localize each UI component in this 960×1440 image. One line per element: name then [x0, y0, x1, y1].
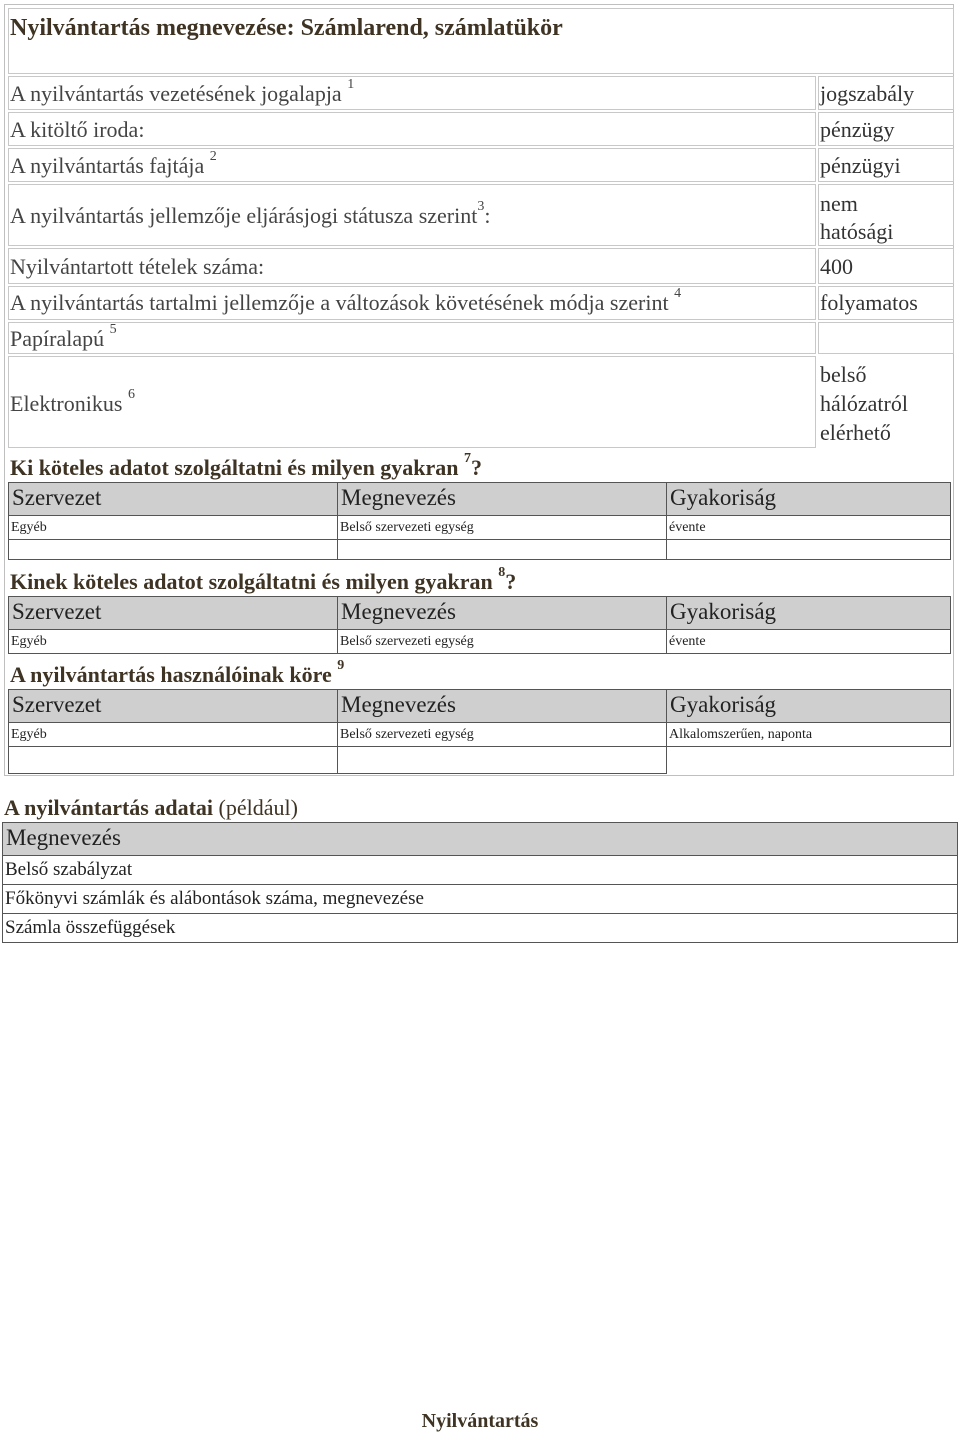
table-cell [337, 746, 667, 774]
row-paper-label: Papíralapú $^5$ [10, 322, 117, 351]
table-cell: Belső szervezeti egység [337, 515, 667, 540]
table-header: Megnevezés [337, 689, 667, 723]
row-count-value: 400 [820, 254, 853, 279]
row-status-value: nem hatósági [820, 191, 894, 244]
table-header: Szervezet [8, 482, 338, 516]
table-cell: Belső szervezeti egység [337, 629, 667, 654]
table-header: Gyakoriság [666, 689, 951, 723]
table-cell [8, 746, 338, 774]
table-header: Megnevezés [337, 596, 667, 630]
row-legal-basis-value: jogszabály [820, 81, 915, 106]
data-table-row: Számla összefüggések [2, 913, 958, 943]
table-cell: Egyéb [8, 722, 338, 747]
table-cell [337, 539, 667, 560]
row-cell [8, 322, 816, 354]
table-header: Gyakoriság [666, 482, 951, 516]
table-header: Megnevezés [337, 482, 667, 516]
footer-label: Nyilvántartás [421, 1410, 539, 1432]
section3-heading: A nyilvántartás használóinak köre $^9$ [10, 658, 345, 687]
page-title: Nyilvántartás megnevezése: Számlarend, számlatükör [10, 15, 563, 41]
table-cell [8, 539, 338, 560]
table-cell: Alkalomszerűen, naponta [666, 722, 951, 747]
table-header: Gyakoriság [666, 596, 951, 630]
row-legal-basis-label: A nyilvántartás vezetésének jogalapja $^1$ [10, 77, 355, 106]
table-cell: Egyéb [8, 629, 338, 654]
table-header: Szervezet [8, 596, 338, 630]
row-electronic-label: Elektronikus $^6$ [10, 387, 135, 416]
table-cell [666, 539, 951, 560]
row-status-label: A nyilvántartás jellemzője eljárásjogi státusza szerint$^3$: [10, 199, 491, 228]
row-content-value: folyamatos [820, 290, 918, 315]
value-cell [818, 322, 954, 354]
row-office-label: A kitöltő iroda: [10, 117, 145, 142]
row-type-value: pénzügyi [820, 153, 901, 178]
row-office-value: pénzügy [820, 117, 895, 142]
row-type-label: A nyilvántartás fajtája $^2$ [10, 149, 217, 178]
row-count-label: Nyilvántartott tételek száma: [10, 254, 265, 279]
data-table-row: Belső szabályzat [2, 855, 958, 885]
table-cell: Egyéb [8, 515, 338, 540]
table-cell: Belső szervezeti egység [337, 722, 667, 747]
table-header: Szervezet [8, 689, 338, 723]
row-content-label: A nyilvántartás tartalmi jellemzője a változások követésének módja szerint $^4$ [10, 286, 682, 315]
section2-heading: Kinek köteles adatot szolgáltatni és milyen gyakran $^8$? [10, 565, 517, 594]
data-table-header: Megnevezés [2, 822, 958, 856]
section1-heading: Ki köteles adatot szolgáltatni és milyen gyakran $^7$? [10, 451, 483, 480]
data-section-heading: A nyilvántartás adatai (például) [4, 795, 298, 820]
table-cell: évente [666, 629, 951, 654]
row-electronic-value: belső hálózatról elérhető [820, 362, 908, 445]
data-table-row: Főkönyvi számlák és alábontások száma, megnevezése [2, 884, 958, 914]
table-cell: évente [666, 515, 951, 540]
